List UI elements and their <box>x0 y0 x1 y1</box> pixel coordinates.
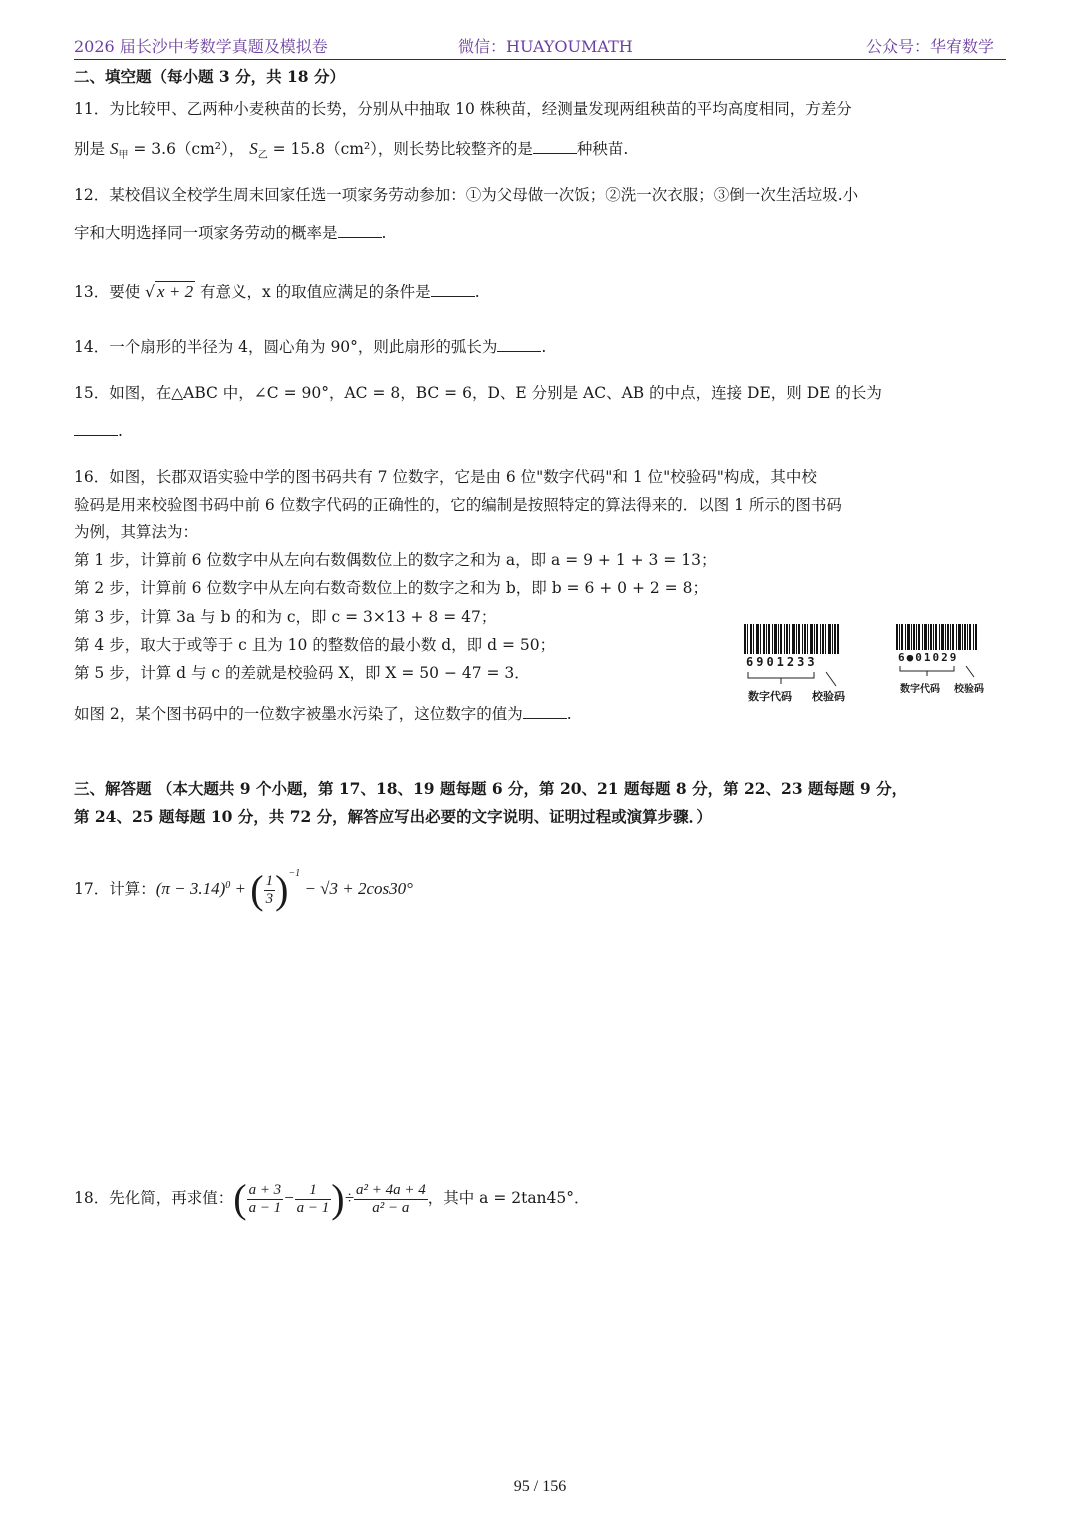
q18-frac3 <box>354 1182 428 1217</box>
section3-line2: 第 24、25 题每题 10 分，共 72 分，解答应写出必要的文字说明、证明过程或演算步骤．） <box>74 807 712 826</box>
q17-lparen: ( <box>250 867 264 912</box>
q11-line2 <box>74 138 628 167</box>
q13-post: 有意义，x 的取值应满足的条件是 <box>195 283 431 301</box>
barcode-brackets-2 <box>896 664 1000 680</box>
q18-f2-den: a − 1 <box>296 1199 330 1216</box>
q12-blank[interactable] <box>338 223 382 238</box>
q18-rparen: ) <box>331 1176 345 1221</box>
q17-pre: 17．计算： <box>74 880 156 898</box>
q18-div: ÷ <box>344 1188 354 1207</box>
q11-s-jia: S <box>109 139 119 158</box>
q12-end: . <box>381 224 387 242</box>
q12-line1: 12．某校倡议全校学生周末回家任选一项家务劳动参加：①为父母做一次饭；②洗一次衣服；③倒一次生活垃圾.小 <box>74 186 859 204</box>
q13-pre: 13．要使 <box>74 283 146 301</box>
q15-blank[interactable] <box>74 421 118 436</box>
q15-end: . <box>118 422 123 440</box>
q18-f1-num: a + 3 <box>248 1181 282 1198</box>
q16-step2: 第 2 步，计算前 6 位数字中从左向右数奇数位上的数字之和为 b，即 b = 6 + 0 + 2 = 8； <box>74 579 708 597</box>
barcode-bars-1 <box>744 624 840 654</box>
sqrt-icon: √ <box>145 283 156 301</box>
q16-line2: 验码是用来校验图书码中前 6 位数字代码的正确性的，它的编制是按照特定的算法得来的．以图 1 所示的图书码 <box>74 496 842 514</box>
q11-end: 种秧苗. <box>576 140 629 158</box>
q16-line3: 为例，其算法为： <box>74 523 199 541</box>
q16-step5: 第 5 步，计算 d 与 c 的差就是校验码 X，即 X = 50 − 47 = 3． <box>74 664 530 682</box>
q11-val-jia: = 3.6（cm²）， <box>128 140 245 158</box>
q16-blank[interactable] <box>523 704 567 719</box>
q16-step1: 第 1 步，计算前 6 位数字中从左向右数偶数位上的数字之和为 a，即 a = 9 + 1 + 3 = 13； <box>74 551 717 569</box>
q18-post: ，其中 a = 2tan45°． <box>427 1189 590 1207</box>
barcode-digits-1: 6901233 <box>746 655 818 669</box>
barcode-label-check-1: 校验码 <box>812 690 845 703</box>
q11-sub-jia: 甲 <box>118 150 129 162</box>
barcode-label-check-2: 校验码 <box>954 684 984 695</box>
barcode-bars-2 <box>896 624 978 650</box>
page-header <box>74 34 1006 58</box>
q18-f3-num: a² + 4a + 4 <box>355 1181 426 1198</box>
q14-blank[interactable] <box>497 337 541 352</box>
q17-plus: + <box>230 879 251 898</box>
header-title: 2026 届长沙中考数学真题及模拟卷 <box>74 37 328 56</box>
q13-blank[interactable] <box>431 282 475 297</box>
q15-line1: 15．如图，在△ABC 中，∠C = 90°，AC = 8，BC = 6，D、E 分别是 AC、AB 的中点，连接 DE，则 DE 的长为 <box>74 384 882 402</box>
section3-line1: 三、解答题 （本大题共 9 个小题，第 17、18、19 题每题 6 分，第 20、21 题每题 8 分，第 22、23 题每题 9 分， <box>74 779 908 798</box>
q13 <box>74 281 480 303</box>
q18-lparen: ( <box>233 1176 247 1221</box>
q11-val-yi: = 15.8（cm²），则长势比较整齐的是 <box>267 140 533 158</box>
q18-minus: − <box>283 1188 295 1207</box>
barcode-figure-1 <box>744 624 864 710</box>
barcode-label-code-1: 数字代码 <box>748 690 792 703</box>
section2-title: 二、填空题（每小题 3 分，共 18 分） <box>74 67 345 86</box>
header-divider <box>74 59 1006 60</box>
q17 <box>74 848 413 912</box>
q16-last <box>74 703 572 725</box>
q14-text: 14．一个扇形的半径为 4，圆心角为 90°，则此扇形的弧长为 <box>74 338 498 356</box>
q17-fraction <box>264 873 276 908</box>
header-account: 公众号：华宥数学 <box>865 37 994 56</box>
q12-text: 宇和大明选择同一项家务劳动的概率是 <box>74 224 338 242</box>
q11-s-yi: S <box>249 139 258 158</box>
barcode-figure-2 <box>896 624 1000 710</box>
q18-pre: 18．先化简，再求值： <box>74 1189 234 1207</box>
q16-step4: 第 4 步，取大于或等于 c 且为 10 的整数倍的最小数 d，即 d = 50； <box>74 636 556 654</box>
q18-frac2 <box>295 1182 332 1217</box>
q18 <box>74 1170 590 1226</box>
barcode-digits-2: 6●01029 <box>898 651 959 664</box>
q18-frac1 <box>247 1182 284 1217</box>
q17-rest: − √3 + 2cos30° <box>300 879 413 898</box>
q16-line1: 16．如图，长郡双语实验中学的图书码共有 7 位数字，它是由 6 位"数字代码"和 1 位"校验码"构成，其中校 <box>74 468 817 486</box>
barcode-brackets-1 <box>744 670 864 690</box>
q13-end: . <box>474 283 480 301</box>
q17-rparen: ) <box>275 867 289 912</box>
header-wechat: 微信：HUAYOUMATH <box>458 37 633 56</box>
q18-f1-den: a − 1 <box>248 1199 282 1216</box>
q11-prefix: 别是 <box>74 140 110 158</box>
q11-sub-yi: 乙 <box>257 150 268 162</box>
page-number: 95 / 156 <box>513 1478 567 1495</box>
q17-part1: (π − 3.14) <box>155 879 226 898</box>
q11-blank[interactable] <box>533 139 577 154</box>
q16-last-text: 如图 2，某个图书码中的一位数字被墨水污染了，这位数字的值为 <box>74 705 523 723</box>
barcode-label-code-2: 数字代码 <box>900 684 940 695</box>
q12-line2 <box>74 222 386 244</box>
q17-exp1: 0 <box>225 879 231 891</box>
q14 <box>74 336 546 358</box>
q15-line2 <box>74 420 123 442</box>
q17-frac-num: 1 <box>265 872 274 889</box>
q18-f3-den: a² − a <box>372 1199 410 1216</box>
q18-f2-num: 1 <box>295 1182 332 1200</box>
q17-exp2: −1 <box>288 868 301 879</box>
q11-line1: 11．为比较甲、乙两种小麦秧苗的长势，分别从中抽取 10 株秧苗，经测量发现两组秧苗的平均高度相同，方差分 <box>74 100 852 118</box>
q16-last-end: . <box>566 705 572 723</box>
q14-end: . <box>541 338 547 356</box>
q13-radicand: x + 2 <box>157 282 194 301</box>
q17-frac-den: 3 <box>265 890 274 907</box>
q16-step3: 第 3 步，计算 3a 与 b 的和为 c，即 c = 3×13 + 8 = 47； <box>74 608 497 626</box>
